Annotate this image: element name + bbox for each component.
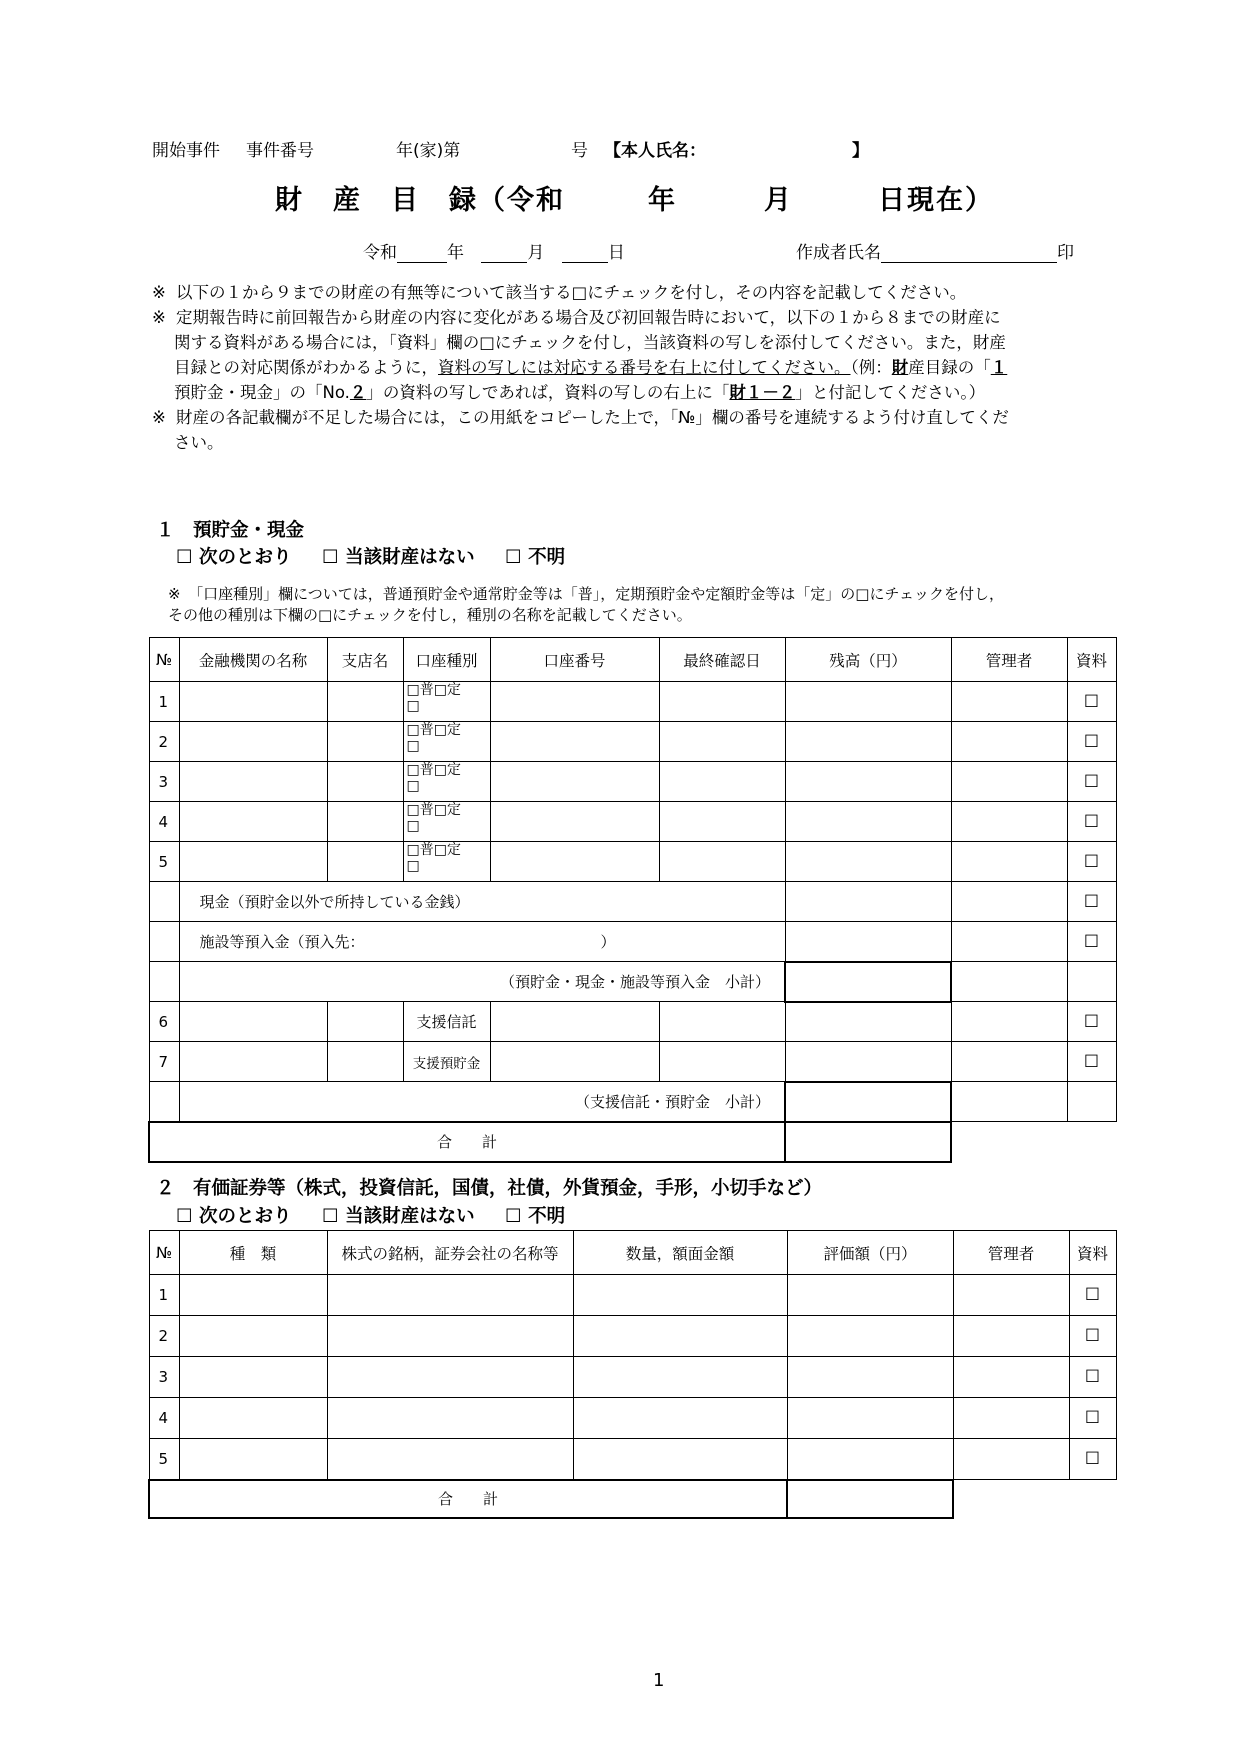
row-no: 2	[149, 1316, 179, 1357]
subtotal-row	[149, 962, 1116, 1002]
row-no	[149, 962, 179, 1002]
branch-cell[interactable]	[327, 842, 403, 882]
option-none: 当該財産はない	[345, 1206, 475, 1227]
option-as-follows: 次のとおり	[199, 1206, 292, 1227]
branch-cell[interactable]	[327, 722, 403, 762]
option-checkbox[interactable]: ☐	[505, 547, 522, 568]
case-label: 開始事件	[152, 141, 220, 161]
manager-cell[interactable]	[951, 922, 1067, 962]
account-cell[interactable]	[490, 1002, 659, 1042]
quantity-cell[interactable]	[573, 1357, 787, 1398]
kind-cell[interactable]	[179, 1357, 327, 1398]
manager-cell[interactable]	[953, 1275, 1069, 1316]
type-other: □	[406, 818, 420, 834]
balance-cell[interactable]	[785, 1002, 951, 1042]
manager-cell[interactable]	[951, 762, 1067, 802]
type-cell[interactable]	[403, 762, 490, 802]
note-2-part: （例：	[850, 358, 892, 377]
material-checkbox[interactable]: ☐	[1067, 1042, 1116, 1082]
manager-cell[interactable]	[951, 1002, 1067, 1042]
row-no: 7	[149, 1042, 179, 1082]
type-other: □	[406, 858, 420, 874]
securities-table	[148, 1230, 1117, 1519]
bank-cell[interactable]	[179, 1002, 327, 1042]
account-cell[interactable]	[490, 722, 659, 762]
table-row	[149, 682, 1116, 722]
row-no: 5	[149, 842, 179, 882]
day-suffix: 日	[607, 243, 625, 263]
issue-cell[interactable]	[327, 1316, 573, 1357]
manager-cell[interactable]	[951, 682, 1067, 722]
issue-cell[interactable]	[327, 1398, 573, 1439]
table-row	[149, 1439, 1116, 1480]
row-no: 4	[149, 1398, 179, 1439]
kind-cell[interactable]	[179, 1316, 327, 1357]
table-row	[149, 1398, 1116, 1439]
option-unknown: 不明	[528, 547, 566, 568]
note-2-emph: 財	[891, 358, 909, 377]
branch-cell[interactable]	[327, 682, 403, 722]
number-label: 号	[571, 141, 588, 161]
facility-row	[149, 922, 1116, 962]
date-cell[interactable]	[659, 1042, 785, 1082]
manager-cell[interactable]	[953, 1357, 1069, 1398]
note-mark: ※	[152, 408, 166, 427]
note-mark: ※	[152, 283, 166, 302]
note-2-emph: 財１－２	[729, 383, 796, 402]
table-row	[149, 1275, 1116, 1316]
table-row	[149, 802, 1116, 842]
col-manager: 管理者	[951, 638, 1067, 682]
type-cell[interactable]	[403, 682, 490, 722]
col-quantity: 数量，額面金額	[573, 1231, 787, 1275]
option-checkbox[interactable]: ☐	[505, 1206, 522, 1227]
row-no	[149, 922, 179, 962]
section2-heading: ２ 有価証券等（株式，投資信託，国債，社債，外貨預金，手形，小切手など）	[156, 1178, 823, 1199]
branch-cell[interactable]	[327, 1042, 403, 1082]
total-value[interactable]	[785, 1122, 951, 1162]
material-checkbox[interactable]: ☐	[1067, 922, 1116, 962]
note-1	[152, 280, 1012, 305]
material-checkbox[interactable]: ☐	[1069, 1275, 1116, 1316]
note-2-text	[174, 308, 1007, 402]
col-kind: 種 類	[179, 1231, 327, 1275]
quantity-cell[interactable]	[573, 1398, 787, 1439]
col-account: 口座番号	[490, 638, 659, 682]
type-cell[interactable]	[403, 842, 490, 882]
author-line	[796, 238, 1074, 263]
page-number: 1	[653, 1670, 665, 1691]
author-field[interactable]	[881, 244, 1057, 263]
value-cell[interactable]	[787, 1357, 953, 1398]
row-no: 2	[149, 722, 179, 762]
subtotal-row	[149, 1082, 1116, 1122]
date-cell[interactable]	[659, 682, 785, 722]
manager-cell[interactable]	[951, 1042, 1067, 1082]
year-label: 年(家)第	[396, 141, 461, 161]
date-cell[interactable]	[659, 722, 785, 762]
col-type: 口座種別	[403, 638, 490, 682]
total-label: 合 計	[149, 1480, 787, 1518]
manager-cell	[951, 1082, 1067, 1122]
col-last-checked: 最終確認日	[659, 638, 785, 682]
person-name-close: 】	[852, 141, 869, 161]
row-no	[149, 1082, 179, 1122]
account-cell[interactable]	[490, 682, 659, 722]
issue-cell[interactable]	[327, 1357, 573, 1398]
total-label: 合 計	[149, 1122, 785, 1162]
material-checkbox[interactable]: ☐	[1067, 842, 1116, 882]
table-row	[149, 762, 1116, 802]
material-checkbox[interactable]: ☐	[1067, 1002, 1116, 1042]
value-cell[interactable]	[787, 1275, 953, 1316]
col-manager: 管理者	[953, 1231, 1069, 1275]
title-month: 月	[764, 185, 793, 216]
col-materials: 資料	[1069, 1231, 1116, 1275]
author-label: 作成者氏名	[796, 243, 881, 263]
note-2-part: 産目録の「	[908, 358, 991, 377]
material-checkbox[interactable]: ☐	[1067, 762, 1116, 802]
material-checkbox[interactable]: ☐	[1067, 802, 1116, 842]
table-row	[149, 842, 1116, 882]
manager-cell[interactable]	[953, 1398, 1069, 1439]
kind-cell[interactable]	[179, 1439, 327, 1480]
type-other: □	[406, 698, 420, 714]
bank-cell[interactable]	[179, 722, 327, 762]
table-row	[149, 1357, 1116, 1398]
date-cell[interactable]	[659, 802, 785, 842]
material-checkbox[interactable]: ☐	[1067, 722, 1116, 762]
facility-close: ）	[600, 933, 616, 951]
month-suffix: 月	[527, 243, 545, 263]
note-2-emph: １	[990, 358, 1008, 377]
manager-cell[interactable]	[953, 1439, 1069, 1480]
row-no: 5	[149, 1439, 179, 1480]
type-cell[interactable]	[403, 722, 490, 762]
row-no: 6	[149, 1002, 179, 1042]
type-cell[interactable]	[403, 802, 490, 842]
note-2	[152, 305, 1012, 405]
deposits-table	[148, 637, 1117, 1163]
total-value[interactable]	[787, 1480, 953, 1518]
cash-row	[149, 882, 1116, 922]
materials-cell	[1067, 962, 1116, 1002]
manager-cell[interactable]	[953, 1316, 1069, 1357]
bank-cell[interactable]	[179, 682, 327, 722]
note-mark: ※	[152, 308, 166, 327]
option-unknown: 不明	[528, 1206, 566, 1227]
facility-label: 施設等預入金（預入先：	[199, 933, 365, 951]
option-checkbox[interactable]: ☐	[322, 547, 339, 568]
bank-cell[interactable]	[179, 1042, 327, 1082]
date-cell[interactable]	[659, 842, 785, 882]
title-day: 日現在）	[878, 185, 994, 216]
balance-cell[interactable]	[785, 802, 951, 842]
type-options: □普□定	[406, 802, 461, 818]
balance-cell[interactable]	[785, 882, 951, 922]
type-options: □普□定	[406, 762, 461, 778]
notes	[152, 280, 1012, 455]
branch-cell[interactable]	[327, 802, 403, 842]
day-field[interactable]	[562, 244, 608, 263]
subtotal1-value[interactable]	[785, 962, 951, 1002]
col-no: №	[149, 638, 179, 682]
table-header-row	[149, 1231, 1116, 1275]
year-suffix: 年	[447, 243, 464, 263]
note-1-text: 以下の１から９までの財産の有無等について該当する□にチェックを付し，その内容を記載してください。	[176, 283, 967, 302]
note-2-underlined: 資料の写しには対応する番号を右上に付してください。	[438, 358, 851, 377]
total-row	[149, 1122, 1116, 1162]
cash-label: 現金（預貯金以外で所持している金銭）	[179, 882, 785, 922]
type-options: □普□定	[406, 722, 461, 738]
manager-cell[interactable]	[951, 722, 1067, 762]
table-row	[149, 1002, 1116, 1042]
material-checkbox[interactable]: ☐	[1069, 1357, 1116, 1398]
value-cell[interactable]	[787, 1316, 953, 1357]
year-field[interactable]	[397, 244, 447, 263]
quantity-cell[interactable]	[573, 1275, 787, 1316]
row-no: 4	[149, 802, 179, 842]
subtotal2-label: （支援信託・預貯金 小計）	[179, 1082, 785, 1122]
value-cell[interactable]	[787, 1439, 953, 1480]
date-line	[363, 238, 625, 263]
table-row	[149, 1316, 1116, 1357]
note-3	[152, 405, 1012, 455]
option-as-follows: 次のとおり	[199, 547, 292, 568]
row-no: 1	[149, 682, 179, 722]
branch-cell[interactable]	[327, 1002, 403, 1042]
section1-options	[176, 543, 565, 569]
bank-cell[interactable]	[179, 762, 327, 802]
material-checkbox[interactable]: ☐	[1067, 682, 1116, 722]
note-3-text: 財産の各記載欄が不足した場合には，この用紙をコピーした上で，「№」欄の番号を連続するよう付け直してください。	[174, 408, 1009, 452]
row-no: 3	[149, 762, 179, 802]
manager-cell[interactable]	[951, 842, 1067, 882]
account-cell[interactable]	[490, 802, 659, 842]
manager-cell	[951, 962, 1067, 1002]
option-none: 当該財産はない	[345, 547, 475, 568]
value-cell[interactable]	[787, 1398, 953, 1439]
month-field[interactable]	[481, 244, 527, 263]
account-cell[interactable]	[490, 842, 659, 882]
page-title: 財 産 目 録（令和	[275, 185, 565, 216]
subtotal2-value[interactable]	[785, 1082, 951, 1122]
subtotal1-label: （預貯金・現金・施設等預入金 小計）	[179, 962, 785, 1002]
era-label: 令和	[363, 243, 397, 263]
section2-options	[176, 1202, 565, 1228]
total-row	[149, 1480, 1116, 1518]
option-checkbox[interactable]: ☐	[176, 1206, 193, 1227]
material-checkbox[interactable]: ☐	[1069, 1439, 1116, 1480]
table-header-row	[149, 638, 1116, 682]
col-branch: 支店名	[327, 638, 403, 682]
balance-cell[interactable]	[785, 922, 951, 962]
account-cell[interactable]	[490, 762, 659, 802]
account-cell[interactable]	[490, 1042, 659, 1082]
total-blank	[951, 1122, 1116, 1162]
note-2-part: 定期報告時に前回報告から財産の内容に変化がある場合及び初回報告時において，以下の１から８までの財産に関する資料がある場合には，「資料」欄の□にチェックを付し，当該資料の写しを添付してください。また，財産目録との対応関係がわかるように，	[174, 308, 1006, 377]
date-cell[interactable]	[659, 762, 785, 802]
manager-cell[interactable]	[951, 802, 1067, 842]
quantity-cell[interactable]	[573, 1439, 787, 1480]
type-support-deposit: 支援預貯金	[403, 1042, 490, 1082]
kind-cell[interactable]	[179, 1398, 327, 1439]
section1-heading: １ 預貯金・現金	[156, 520, 305, 541]
note-2-part: 」の資料の写しであれば，資料の写しの右上に「	[366, 383, 730, 402]
col-materials: 資料	[1067, 638, 1116, 682]
branch-cell[interactable]	[327, 762, 403, 802]
facility-label-cell	[179, 922, 785, 962]
manager-cell[interactable]	[951, 882, 1067, 922]
table-row	[149, 1042, 1116, 1082]
type-other: □	[406, 778, 420, 794]
type-other: □	[406, 738, 420, 754]
option-checkbox[interactable]: ☐	[176, 547, 193, 568]
materials-cell	[1067, 1082, 1116, 1122]
balance-cell[interactable]	[785, 1042, 951, 1082]
date-cell[interactable]	[659, 1002, 785, 1042]
material-checkbox[interactable]: ☐	[1069, 1398, 1116, 1439]
balance-cell[interactable]	[785, 682, 951, 722]
seal-label: 印	[1057, 243, 1074, 263]
note-2-part: 預貯金・現金」の「No.	[174, 383, 350, 402]
type-options: □普□定	[406, 682, 461, 698]
type-trust: 支援信託	[403, 1002, 490, 1042]
note-2-emph: ２	[349, 383, 367, 402]
kind-cell[interactable]	[179, 1275, 327, 1316]
balance-cell[interactable]	[785, 722, 951, 762]
balance-cell[interactable]	[785, 842, 951, 882]
col-issue: 株式の銘柄，証券会社の名称等	[327, 1231, 573, 1275]
col-balance: 残高（円）	[785, 638, 951, 682]
issue-cell[interactable]	[327, 1439, 573, 1480]
table-row	[149, 722, 1116, 762]
title-year: 年	[648, 185, 677, 216]
row-no: 1	[149, 1275, 179, 1316]
quantity-cell[interactable]	[573, 1316, 787, 1357]
total-blank	[953, 1480, 1116, 1518]
issue-cell[interactable]	[327, 1275, 573, 1316]
bank-cell[interactable]	[179, 802, 327, 842]
balance-cell[interactable]	[785, 762, 951, 802]
type-options: □普□定	[406, 842, 461, 858]
material-checkbox[interactable]: ☐	[1067, 882, 1116, 922]
material-checkbox[interactable]: ☐	[1069, 1316, 1116, 1357]
person-name-label: 【本人氏名：	[604, 141, 706, 161]
col-bank: 金融機関の名称	[179, 638, 327, 682]
col-value: 評価額（円）	[787, 1231, 953, 1275]
row-no	[149, 882, 179, 922]
option-checkbox[interactable]: ☐	[322, 1206, 339, 1227]
col-no: №	[149, 1231, 179, 1275]
row-no: 3	[149, 1357, 179, 1398]
note-2-part: 」と付記してください。）	[795, 383, 986, 402]
section1-subnote: ※ 「口座種別」欄については，普通預貯金や通常貯金等は「普」，定期預貯金や定額貯金等は「定」の□にチェックを付し，その他の種別は下欄の□にチェックを付し，種別の名称を記載してください。	[168, 585, 1004, 624]
case-number-label: 事件番号	[246, 141, 314, 161]
bank-cell[interactable]	[179, 842, 327, 882]
